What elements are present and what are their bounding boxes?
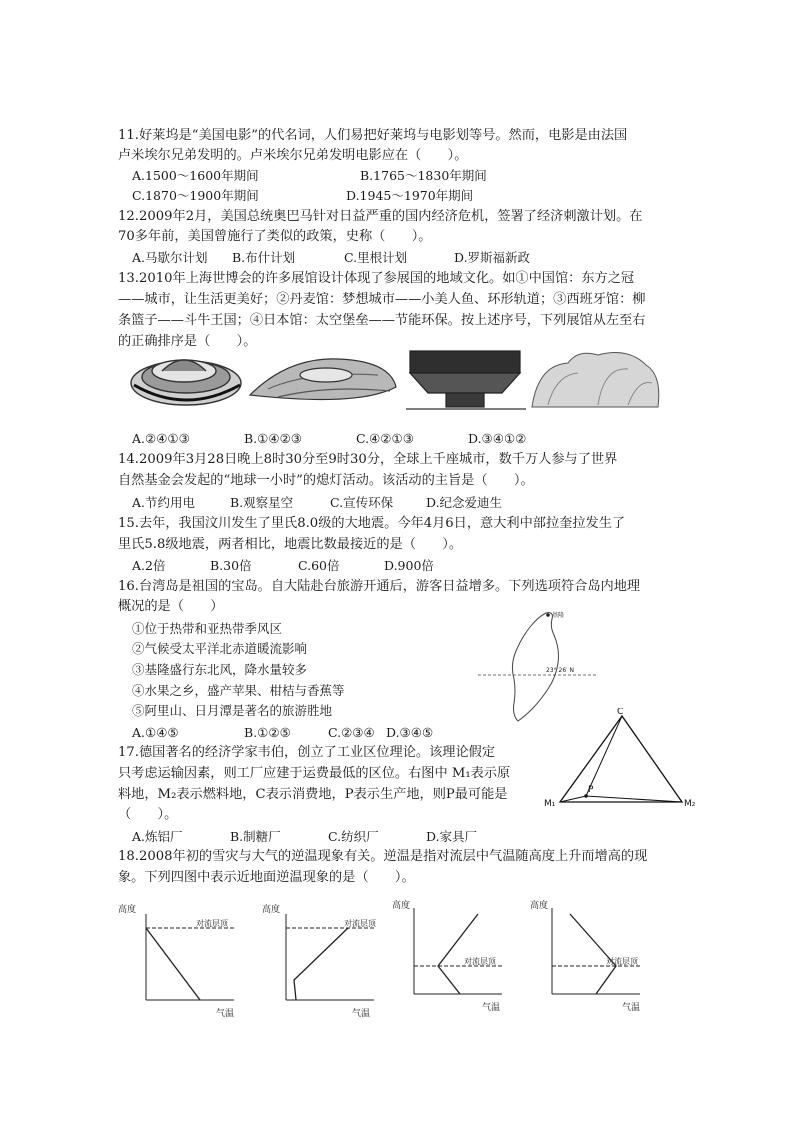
y-label: 高度 (118, 905, 137, 915)
q14-option-b: B.观察星空 (230, 495, 294, 510)
q12-line-2: 70多年前，美国曾施行了类似的政策，史称（ ）。 (118, 229, 432, 244)
top-label: 对流层顶 (196, 919, 228, 928)
q11-line-1: 11.好莱坞是“美国电影”的代名词，人们易把好莱坞与电影划等号。然而，电影是由法国 (118, 128, 628, 143)
q13-option-b: B.①④②③ (244, 431, 302, 446)
latitude-label: 23° 26′ N (546, 667, 574, 674)
pavilion-photo-4 (532, 353, 659, 407)
q16-line-2: 概况的是（ ） (118, 599, 224, 614)
q11-option-a: A.1500～1600年期间 (132, 168, 259, 183)
x-label: 气温 (352, 1009, 371, 1019)
label-c: C (617, 708, 624, 717)
q17-option-a: A.炼铝厂 (132, 829, 183, 844)
q14-option-c: C.宣传环保 (330, 495, 394, 510)
q11-line-2: 卢米埃尔兄弟发明的。卢米埃尔兄弟发明电影应在（ ）。 (118, 148, 468, 163)
label-m1: M₁ (544, 799, 556, 808)
pavilion-photo-3 (406, 351, 526, 409)
expo-pavilion-photos (128, 345, 668, 413)
x-label: 气温 (482, 1003, 501, 1013)
q12-option-a: A.马歇尔计划 (132, 250, 208, 265)
triangle-outline (560, 716, 682, 802)
q18-line-1: 18.2008年初的雪灾与大气的逆温现象有关。逆温是指对流层中气温随高度上升而增高的现 (118, 849, 648, 864)
q13-line-4: 的正确排序是（ ）。 (118, 334, 257, 349)
q15-option-d: D.900倍 (384, 558, 434, 573)
q16-option-b: B.①②⑤ (244, 725, 291, 740)
top-label: 对流层顶 (464, 957, 496, 966)
q13-option-d: D.③④①② (468, 431, 527, 446)
q18-line-2: 象。下列四图中表示近地面逆温现象的是（ ）。 (118, 870, 415, 885)
keelung-label: 基隆 (552, 612, 565, 619)
line-p-m2 (586, 796, 682, 802)
top-label: 对流层顶 (344, 919, 376, 928)
q17-option-c: C.纺织厂 (328, 829, 379, 844)
weber-triangle-diagram (540, 708, 700, 808)
taiwan-map (478, 605, 598, 725)
y-label: 高度 (262, 905, 281, 915)
line-p-c (586, 716, 622, 796)
q14-line-1: 14.2009年3月28日晚上8时30分至9时30分，全球上千座城市，数千万人参与了世界 (118, 452, 618, 467)
pavilion-photo-1 (131, 360, 241, 405)
keelung-dot (546, 613, 550, 617)
q17-line-1: 17.德国著名的经济学家韦伯，创立了工业区位理论。该理论假定 (118, 745, 496, 760)
q15-option-b: B.30倍 (210, 558, 252, 573)
q16-item-2: ②气候受太平洋北赤道暖流影响 (132, 641, 308, 656)
y-label: 高度 (392, 901, 411, 911)
top-label: 对流层顶 (606, 957, 638, 966)
inversion-graph-3 (392, 898, 522, 1022)
q15-option-a: A.2倍 (132, 558, 166, 573)
q16-item-1: ①位于热带和亚热带季风区 (132, 621, 283, 636)
q12-line-1: 12.2009年2月，美国总统奥巴马针对日益严重的国内经济危机，签署了经济刺激计划。在 (118, 209, 643, 224)
label-m2: M₂ (684, 799, 696, 808)
q14-option-a: A.节约用电 (132, 495, 196, 510)
inversion-graph-2 (262, 898, 392, 1022)
q14-option-d: D.纪念爱迪生 (426, 495, 503, 510)
x-label: 气温 (622, 1003, 641, 1013)
q17-line-4: （ ）。 (118, 807, 178, 822)
q16-option-a: A.①④⑤ (132, 725, 179, 740)
q12-option-c: C.里根计划 (344, 250, 408, 265)
x-label: 气温 (216, 1009, 235, 1019)
q12-option-d: D.罗斯福新政 (454, 250, 531, 265)
q14-line-2: 自然基金会发起的“地球一小时”的熄灯活动。该活动的主旨是（ ）。 (118, 473, 534, 488)
q15-line-2: 里氏5.8级地震，两者相比，地震比数最接近的是（ ）。 (118, 537, 463, 552)
inversion-graph-4 (530, 898, 660, 1022)
q11-option-d: D.1945～1970年期间 (346, 188, 474, 203)
y-label: 高度 (530, 901, 549, 911)
q17-option-b: B.制糖厂 (230, 829, 281, 844)
q13-option-c: C.④②①③ (356, 431, 414, 446)
inversion-graph-1 (116, 898, 246, 1022)
q13-option-a: A.②④①③ (132, 431, 190, 446)
q16-item-4: ④水果之乡，盛产苹果、柑桔与香蕉等 (132, 683, 345, 698)
pavilion-photo-2 (250, 359, 396, 400)
q13-line-3: 条篮子——斗牛王国；④日本馆：太空堡垒——节能环保。按上述序号，下列展馆从左至右 (118, 313, 646, 328)
q17-line-2: 只考虑运输因素，则工厂应建于运费最低的区位。右图中 M₁表示原 (118, 766, 511, 781)
q13-line-1: 13.2010年上海世博会的许多展馆设计体现了参展国的地域文化。如①中国馆：东方之冠 (118, 271, 635, 286)
q15-line-1: 15.去年，我国汶川发生了里氏8.0级的大地震。今年4月6日，意大利中部拉奎拉发生了 (118, 516, 626, 531)
q16-line-1: 16.台湾岛是祖国的宝岛。自大陆赴台旅游开通后，游客日益增多。下列选项符合岛内地理 (118, 579, 641, 594)
q12-option-b: B.布什计划 (232, 250, 296, 265)
q15-option-c: C.60倍 (298, 558, 340, 573)
q11-option-c: C.1870～1900年期间 (132, 188, 259, 203)
q13-line-2: ——城市，让生活更美好；②丹麦馆：梦想城市——小美人鱼、环形轨道；③西班牙馆：柳 (118, 292, 646, 307)
q11-option-b: B.1765～1830年期间 (360, 168, 487, 183)
q17-line-3: 料地，M₂表示燃料地，C表示消费地，P表示生产地，则P最可能是 (118, 787, 508, 802)
q16-option-d: D.③④⑤ (386, 725, 434, 740)
q16-item-5: ⑤阿里山、日月潭是著名的旅游胜地 (132, 703, 333, 718)
label-p: P (588, 785, 594, 795)
q16-option-c: C.②③④ (328, 725, 375, 740)
q17-option-d: D.家具厂 (426, 829, 478, 844)
q16-item-3: ③基隆盛行东北风，降水量较多 (132, 662, 308, 677)
